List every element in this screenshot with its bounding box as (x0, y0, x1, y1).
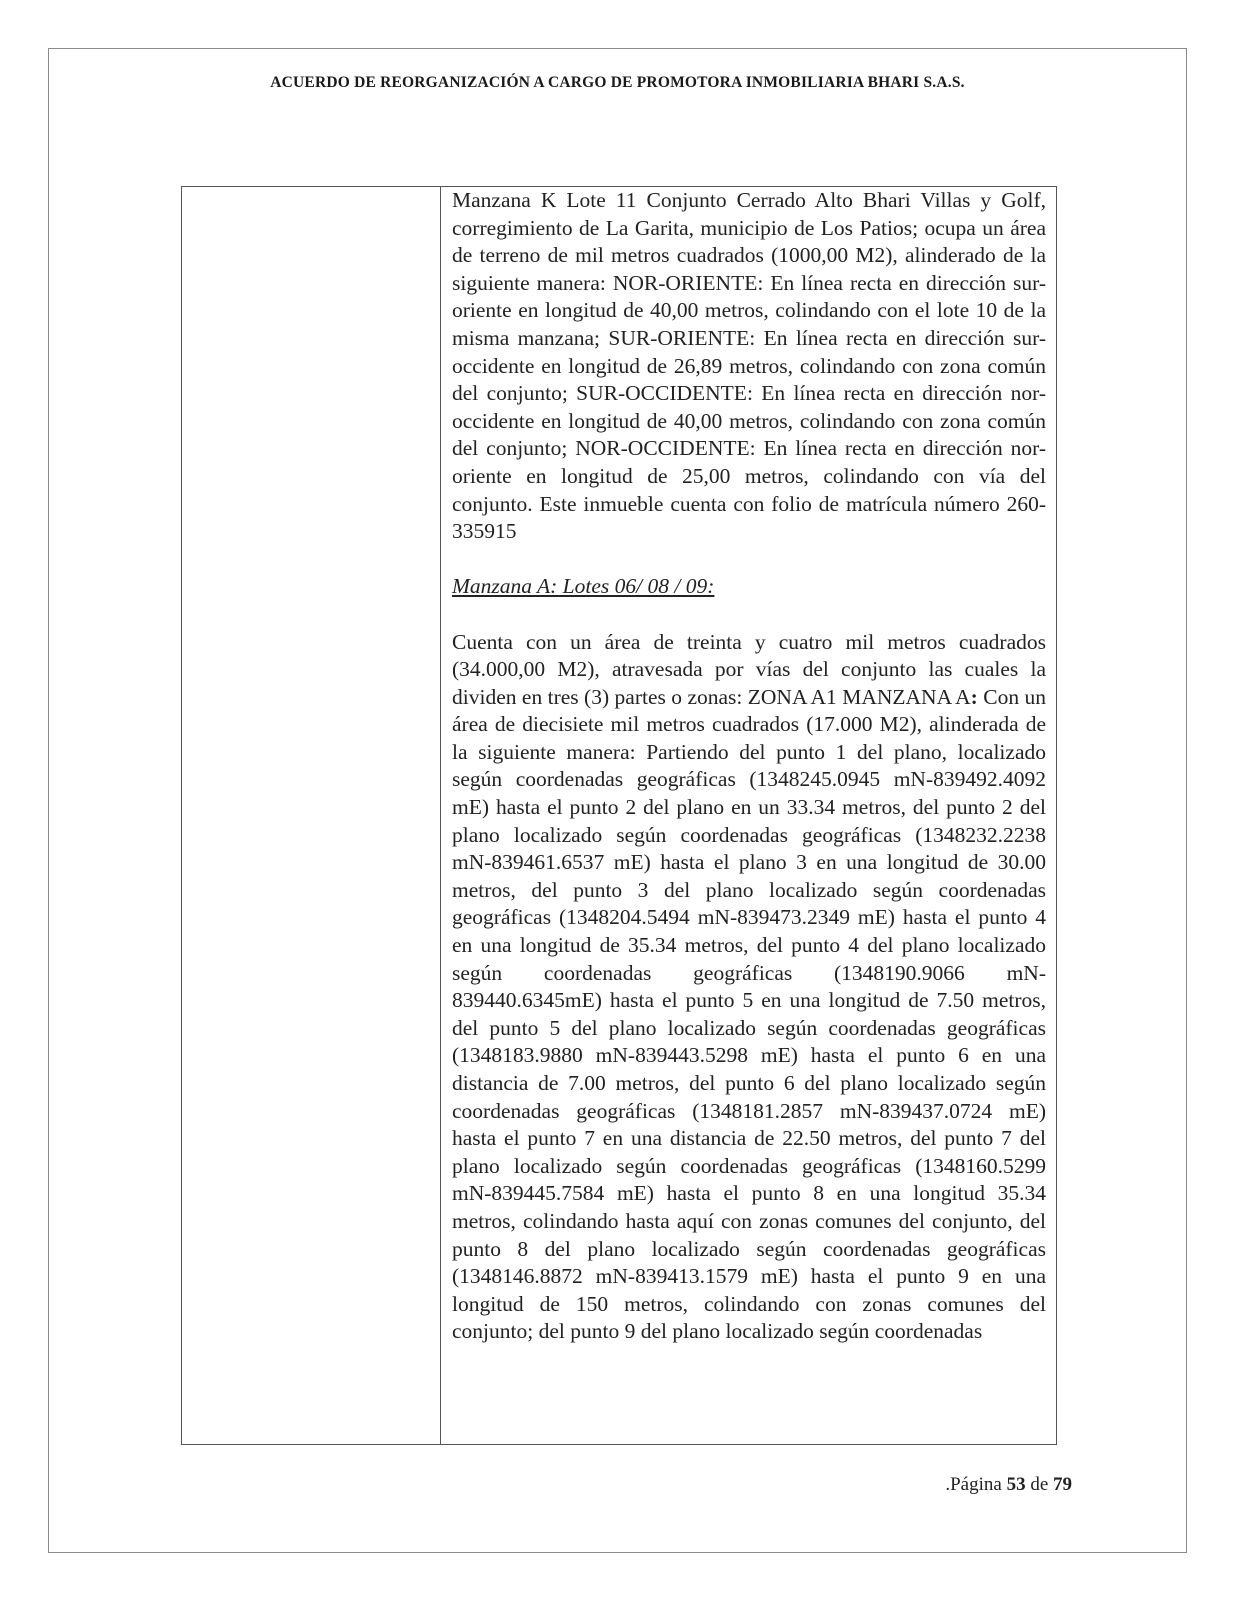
section-subheading: Manzana A: Lotes 06/ 08 / 09: (452, 574, 715, 599)
page-number (860, 1474, 1072, 1496)
table-row (182, 187, 1057, 1445)
zone-boundaries-text: Con un área de diecisiete mil metros cuadrados (17.000 M2), alinderada de la siguiente manera: Partiendo del punto 1 del plano, localizado según coordenadas geográficas (1348245.0945 mN-839492.4092 mE) hasta el punto 2 del plano en un 33.34 metros, del punto 2 del plano localizado según coordenadas geográficas (1348232.2238 mN-839461.6537 mE) hasta el plano 3 en una longitud de 30.00 metros, del punto 3 del plano localizado según coordenadas geográficas (1348204.5494 mN-839473.2349 mE) hasta el punto 4 en una longitud de 35.34 metros, del punto 4 del plano localizado según coordenadas geográficas (1348190.9066 mN-839440.6345mE) hasta el punto 5 en una longitud de 7.50 metros, del punto 5 del plano localizado según coordenadas geográficas (1348183.9880 mN-839443.5298 mE) hasta el punto 6 en una distancia de 7.00 metros, del punto 6 del plano localizado según coordenadas geográficas (1348181.2857 mN-839437.0724 mE) hasta el punto 7 en una distancia de 22.50 metros, del punto 7 del plano localizado según coordenadas geográficas (1348160.5299 mN-839445.7584 mE) hasta el punto 8 en una longitud 35.34 metros, colindando hasta aquí con zonas comunes del conjunto, del punto 8 del plano localizado según coordenadas geográficas (1348146.8872 mN-839413.1579 mE) hasta el punto 9 en una longitud de 150 metros, colindando con zonas comunes del conjunto; del punto 9 del plano localizado según coordenadas (452, 684, 1047, 1344)
page-prefix: .Página (945, 1474, 1007, 1495)
page-separator: de (1025, 1474, 1053, 1495)
document-header: ACUERDO DE REORGANIZACIÓN A CARGO DE PROMOTORA INMOBILIARIA BHARI S.A.S. (270, 74, 965, 91)
boundaries-table (181, 186, 1057, 1445)
table-cell-right (441, 187, 1057, 1445)
bold-colon: : (970, 684, 978, 709)
page-current: 53 (1006, 1474, 1026, 1495)
table-cell-left (182, 187, 441, 1445)
zone-intro-text: Cuenta con un área de treinta y cuatro mil metros cuadrados (34.000,00 M2), atravesada por vías del conjunto las cuales la dividen en tres (3) partes o zonas: ZONA A1 MANZANA A (452, 629, 1046, 709)
paragraph-spacer (452, 601, 1046, 629)
lot-description-paragraph: Manzana K Lote 11 Conjunto Cerrado Alto Bhari Villas y Golf, corregimiento de La Garita, municipio de Los Patios; ocupa un área de terreno de mil metros cuadrados (1000,00 M2), alinderado de la siguiente manera: NOR-ORIENTE: En línea recta en dirección sur-oriente en longitud de 40,00 metros, colindando con el lote 10 de la misma manzana; SUR-ORIENTE: En línea recta en dirección sur-occidente en longitud de 26,89 metros, colindando con zona común del conjunto; SUR-OCCIDENTE: En línea recta en dirección nor-occidente en longitud de 40,00 metros, colindando con zona común del conjunto; NOR-OCCIDENTE: En línea recta en dirección nor-oriente en longitud de 25,00 metros, colindando con vía del conjunto. Este inmueble cuenta con folio de matrícula número 260-335915 (452, 188, 1046, 544)
paragraph-spacer (452, 546, 1046, 574)
page-total: 79 (1053, 1474, 1072, 1495)
zone-description-paragraph (452, 629, 1046, 1346)
